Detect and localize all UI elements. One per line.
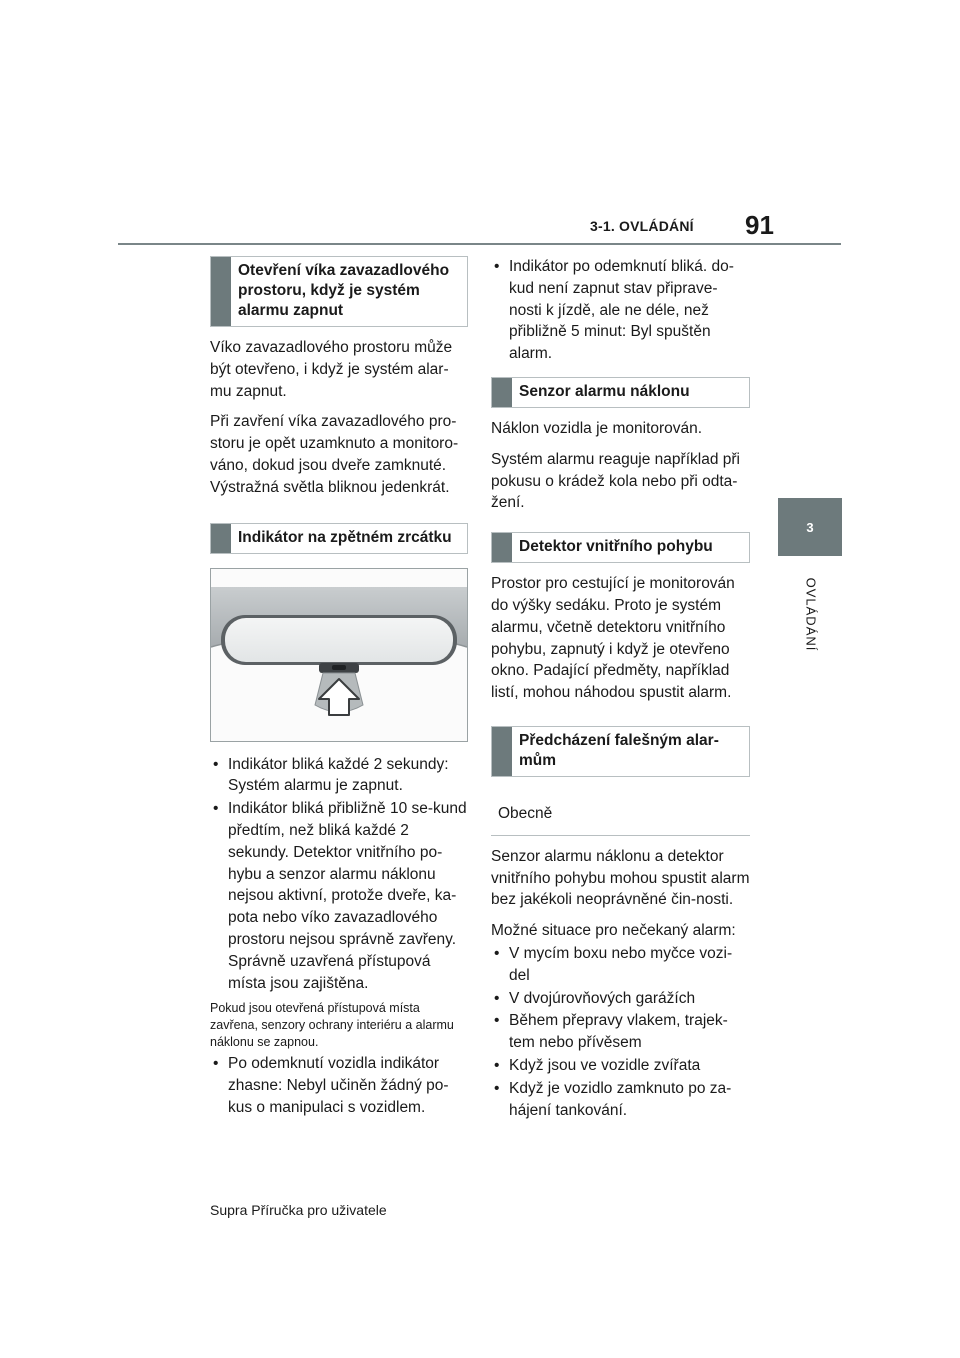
list-item: • Indikátor bliká přibližně 10 se-kund předtím, než bliká každé 2 sekundy. Detektor vnitřního po-hybu a senzor alarmu náklonu nejsou aktivní, protože dveře, ka-pota nebo víko zavazadlového prostoru nejsou správně zavřeny. Správně uzavřená přístupová místa jsou zajištěna. [210,798,468,994]
heading-false-alarms: Předcházení falešným alar-mům [519,731,719,769]
heading-accent-bar [211,524,231,553]
list-item: • Po odemknutí vozidla indikátor zhasne: Nebyl učiněn žádný po-kus o manipulaci s vozidlem. [210,1053,468,1118]
heading-box-motion-detector [491,532,750,563]
heading-accent-bar [211,257,231,326]
paragraph: Senzor alarmu náklonu a detektor vnitřního pohybu mohou spustit alarm bez jakékoli neoprávněné čin-nosti. [491,847,750,909]
heading-accent-bar [492,727,512,776]
situation-list [491,943,750,1121]
section-title: 3-1. OVLÁDÁNÍ [590,218,694,234]
indicator-list-right [491,256,750,365]
left-column [210,256,468,1120]
list-item: • Indikátor bliká každé 2 sekundy: Systém alarmu je zapnut. [210,754,468,798]
rear-view-mirror-drawing [211,569,467,741]
note-text: Pokud jsou otevřená přístupová místa zavřena, senzory ochrany interiéru a alarmu náklonu se zapnou. [210,1001,454,1050]
heading-box-trunk [210,256,468,327]
page-number: 91 [745,210,774,240]
list-item: • V dvojúrovňových garážích [491,988,750,1010]
paragraph: Prostor pro cestující je monitorován do výšky sedáku. Proto je systém alarmu, včetně detektoru vnitřního pohybu, zapnutý i když je otevřeno okno. Padající předměty, například listí, mohou náhodou spustit alarm. [491,575,735,702]
chapter-tab-label [798,570,824,658]
paragraph: Systém alarmu reaguje například při pokusu o krádež kola nebo při odta-žení. [491,450,740,512]
subheading-general: Obecně [491,795,750,836]
chapter-tab [778,498,842,556]
right-column [491,256,750,1122]
heading-motion-detector: Detektor vnitřního pohybu [519,538,713,556]
heading-accent-bar [492,533,512,562]
footer-title: Supra Příručka pro uživatele [210,1202,387,1218]
header-divider [118,243,841,245]
chapter-number: 3 [806,519,814,535]
paragraph: Při zavření víka zavazadlového pro-storu je opět uzamknuto a monitoro-váno, dokud jsou dveře zamknuté. Výstražná světla bliknou jedenkrát. [210,413,459,496]
indicator-list-continued [210,1053,468,1118]
list-item: • Když je vozidlo zamknuto po za-hájení tankování. [491,1078,750,1122]
heading-accent-bar [492,378,512,407]
heading-trunk-alarm: Otevření víka zavazadlového prostoru, když je systém alarmu zapnut [238,262,450,319]
heading-box-false-alarms [491,726,750,777]
list-item: • Během přepravy vlakem, trajek-tem nebo přívěsem [491,1010,750,1054]
indicator-list [210,754,468,995]
chapter-label: OVLÁDÁNÍ [803,577,819,651]
heading-box-mirror-indicator [210,523,468,554]
heading-tilt-sensor: Senzor alarmu náklonu [519,382,690,400]
mirror-illustration [210,568,468,742]
list-item: • Když jsou ve vozidle zvířata [491,1055,750,1077]
heading-mirror-indicator: Indikátor na zpětném zrcátku [238,528,452,546]
paragraph: Možné situace pro nečekaný alarm: [491,922,736,940]
list-item: • V mycím boxu nebo myčce vozi-del [491,943,750,987]
heading-box-tilt-sensor [491,377,750,408]
paragraph: Náklon vozidla je monitorován. [491,419,703,437]
list-item: • Indikátor po odemknutí bliká. do-kud není zapnut stav připrave-nosti k jízdě, ale ne déle, než přibližně 5 minut: Byl spuštěn alarm. [491,256,750,365]
paragraph: Víko zavazadlového prostoru může být otevřeno, i když je systém alar-mu zapnut. [210,339,453,400]
